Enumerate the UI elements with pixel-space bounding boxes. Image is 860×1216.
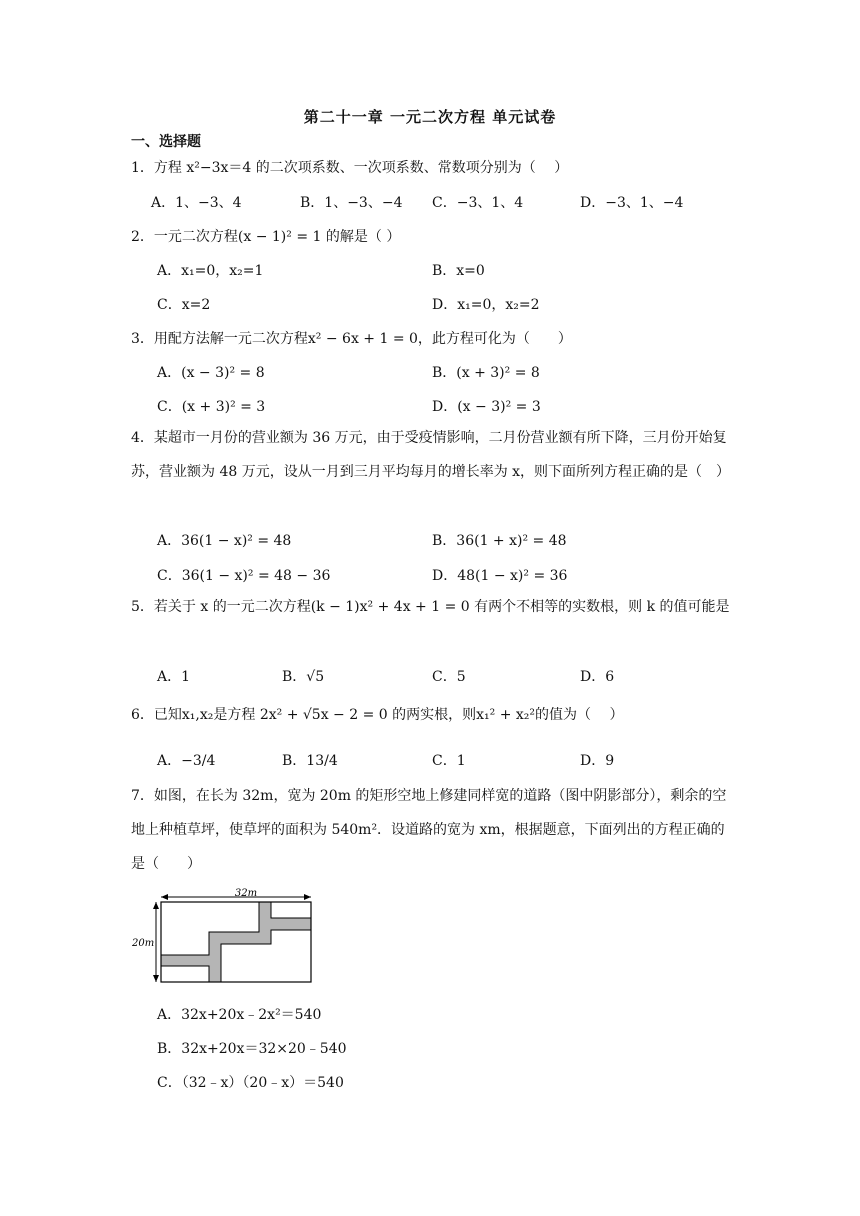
page-title: 第二十一章 一元二次方程 单元试卷: [303, 108, 557, 126]
q7-option-b[interactable]: B．32x+20x＝32×20﹣540: [157, 1041, 347, 1057]
q5-option-c[interactable]: C．5: [432, 669, 466, 685]
q3-option-b[interactable]: B．(x + 3)² = 8: [432, 365, 540, 381]
q1-option-b[interactable]: B．1、−3、−4: [300, 195, 403, 211]
q7-option-a[interactable]: A．32x+20x﹣2x²＝540: [157, 1007, 322, 1023]
question-3: 3．用配方法解一元二次方程x² − 6x + 1 = 0，此方程可化为（ ）: [131, 331, 572, 347]
q1-option-a[interactable]: A．1、−3、4: [151, 195, 242, 211]
q3-option-a[interactable]: A．(x − 3)² = 8: [157, 365, 265, 381]
q6-option-c[interactable]: C．1: [432, 753, 466, 769]
q1-option-d[interactable]: D．−3、1、−4: [580, 195, 684, 211]
shaded-road: [161, 902, 311, 982]
q4-option-c[interactable]: C．36(1 − x)² = 48 − 36: [157, 568, 331, 584]
q4-option-a[interactable]: A．36(1 − x)² = 48: [157, 533, 292, 549]
road-figure: [131, 888, 321, 988]
question-7: 7．如图，在长为 32m，宽为 20m 的矩形空地上修建同样宽的道路（图中阴影部分），剩余的空地上种植草坪，使草坪的面积为 540m²．设道路的宽为 xm，根据题意，下面列出的方程正确的是（ ）: [131, 788, 727, 872]
height-arrow-top: [153, 902, 159, 909]
question-5: 5．若关于 x 的一元二次方程(k − 1)x² + 4x + 1 = 0 有两个不相等的实数根，则 k 的值可能是: [131, 599, 730, 615]
q5-option-b[interactable]: B．√5: [282, 669, 325, 685]
q5-option-d[interactable]: D．6: [580, 669, 615, 685]
q3-option-c[interactable]: C．(x + 3)² = 3: [157, 399, 266, 415]
q7-option-c[interactable]: C．（32﹣x）（20﹣x）＝540: [157, 1075, 344, 1091]
q2-option-c[interactable]: C．x=2: [157, 297, 211, 313]
q2-option-a[interactable]: A．x₁=0，x₂=1: [157, 263, 264, 279]
q2-option-b[interactable]: B．x=0: [432, 263, 485, 279]
question-1: 1．方程 x²−3x＝4 的二次项系数、一次项系数、常数项分别为（ ）: [131, 160, 569, 176]
q4-option-d[interactable]: D．48(1 − x)² = 36: [432, 568, 568, 584]
q2-option-d[interactable]: D．x₁=0，x₂=2: [432, 297, 540, 313]
q1-option-c[interactable]: C．−3、1、4: [432, 195, 524, 211]
q6-option-a[interactable]: A．−3/4: [157, 753, 216, 769]
q3-option-d[interactable]: D．(x − 3)² = 3: [432, 399, 541, 415]
question-4: 4．某超市一月份的营业额为 36 万元，由于受疫情影响，二月份营业额有所下降，三月份开始复苏，营业额为 48 万元，设从一月到三月平均每月的增长率为 x，则下面所列方程正确的是（ ）: [131, 430, 731, 480]
width-label: 32m: [234, 888, 258, 899]
section-heading: 一、选择题: [131, 134, 201, 150]
width-arrow-right: [304, 894, 311, 900]
question-6: 6．已知x₁,x₂是方程 2x² + √5x − 2 = 0 的两实根，则x₁² + x₂²的值为（ ）: [131, 707, 624, 723]
height-arrow-bottom: [153, 975, 159, 982]
question-2: 2．一元二次方程(x − 1)² = 1 的解是（ ）: [131, 229, 401, 245]
q6-option-d[interactable]: D．9: [580, 753, 615, 769]
q4-option-b[interactable]: B．36(1 + x)² = 48: [432, 533, 567, 549]
q5-option-a[interactable]: A．1: [157, 669, 191, 685]
height-label: 20m: [132, 938, 155, 949]
q6-option-b[interactable]: B．13/4: [282, 753, 338, 769]
width-arrow-left: [161, 894, 168, 900]
